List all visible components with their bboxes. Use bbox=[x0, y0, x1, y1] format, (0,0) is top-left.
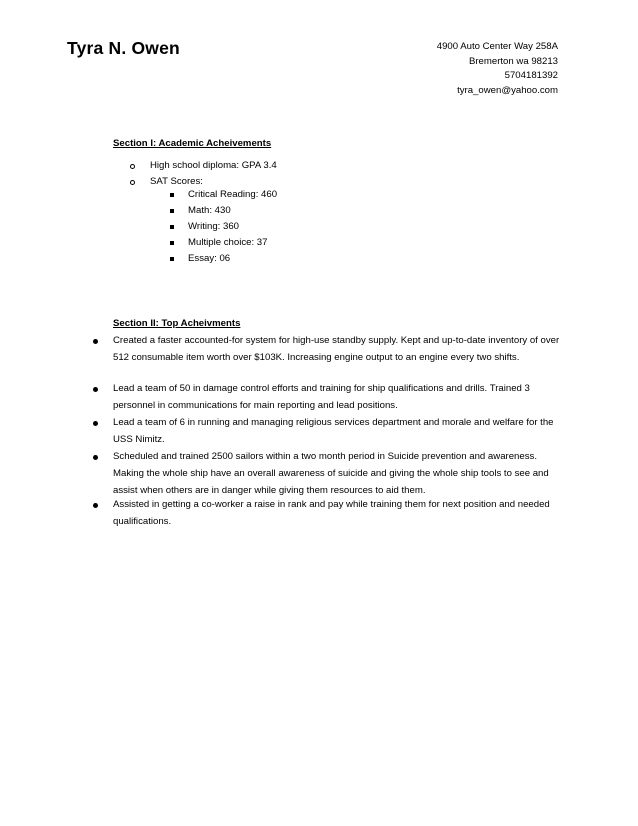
academic-item: SAT Scores: bbox=[150, 176, 203, 187]
section-2-title: Section II: Top Acheivments bbox=[113, 318, 241, 329]
sat-score-item: Essay: 06 bbox=[188, 253, 231, 264]
disc-bullet-icon bbox=[93, 503, 98, 508]
achievement-item: Assisted in getting a co-worker a raise in rank and pay while training them for next position and needed qualifications. bbox=[113, 499, 550, 527]
sat-score-item: Multiple choice: 37 bbox=[188, 237, 268, 248]
achievement-item: Lead a team of 50 in damage control efforts and training for ship qualifications and drills. Trained 3 personnel in communications for main reporting and lead positions. bbox=[113, 383, 530, 411]
email-address[interactable]: tyra_owen@yahoo.com bbox=[457, 84, 558, 96]
disc-bullet-icon bbox=[93, 421, 98, 426]
sat-score-item: Writing: 360 bbox=[188, 221, 240, 232]
phone-number: 5704181392 bbox=[504, 70, 558, 81]
circle-bullet-icon bbox=[130, 180, 135, 185]
address-line-2: Bremerton wa 98213 bbox=[468, 55, 558, 67]
section-1-title: Section I: Academic Acheivements bbox=[113, 138, 272, 149]
resume-name: Tyra N. Owen bbox=[67, 38, 180, 58]
sat-score-item: Math: 430 bbox=[188, 205, 231, 216]
achievement-item: Lead a team of 6 in running and managing religious services department and morale and welfare for the USS Nimitz. bbox=[113, 417, 554, 445]
disc-bullet-icon bbox=[93, 455, 98, 460]
achievement-item: Scheduled and trained 2500 sailors within a two month period in Suicide prevention and awareness. Making the whole ship have an overall awareness of suicide and giving the whole ship tools to see and assist when others are in danger while giving them resources to aid them. bbox=[113, 451, 549, 496]
achievement-item: Created a faster accounted-for system for high-use standby supply. Kept and up-to-date inventory of over 512 consumable item worth over $103K. Increasing engine output to an engine every two shifts. bbox=[113, 335, 560, 363]
disc-bullet-icon bbox=[93, 339, 98, 344]
address-line-1: 4900 Auto Center Way 258A bbox=[436, 41, 558, 52]
circle-bullet-icon bbox=[130, 164, 135, 169]
square-bullet-icon bbox=[170, 193, 174, 197]
square-bullet-icon bbox=[170, 241, 174, 245]
square-bullet-icon bbox=[170, 209, 174, 213]
academic-item: High school diploma: GPA 3.4 bbox=[150, 160, 277, 171]
contact-block bbox=[437, 40, 558, 98]
disc-bullet-icon bbox=[93, 387, 98, 392]
square-bullet-icon bbox=[170, 225, 174, 229]
sat-score-item: Critical Reading: 460 bbox=[188, 189, 278, 200]
square-bullet-icon bbox=[170, 257, 174, 261]
